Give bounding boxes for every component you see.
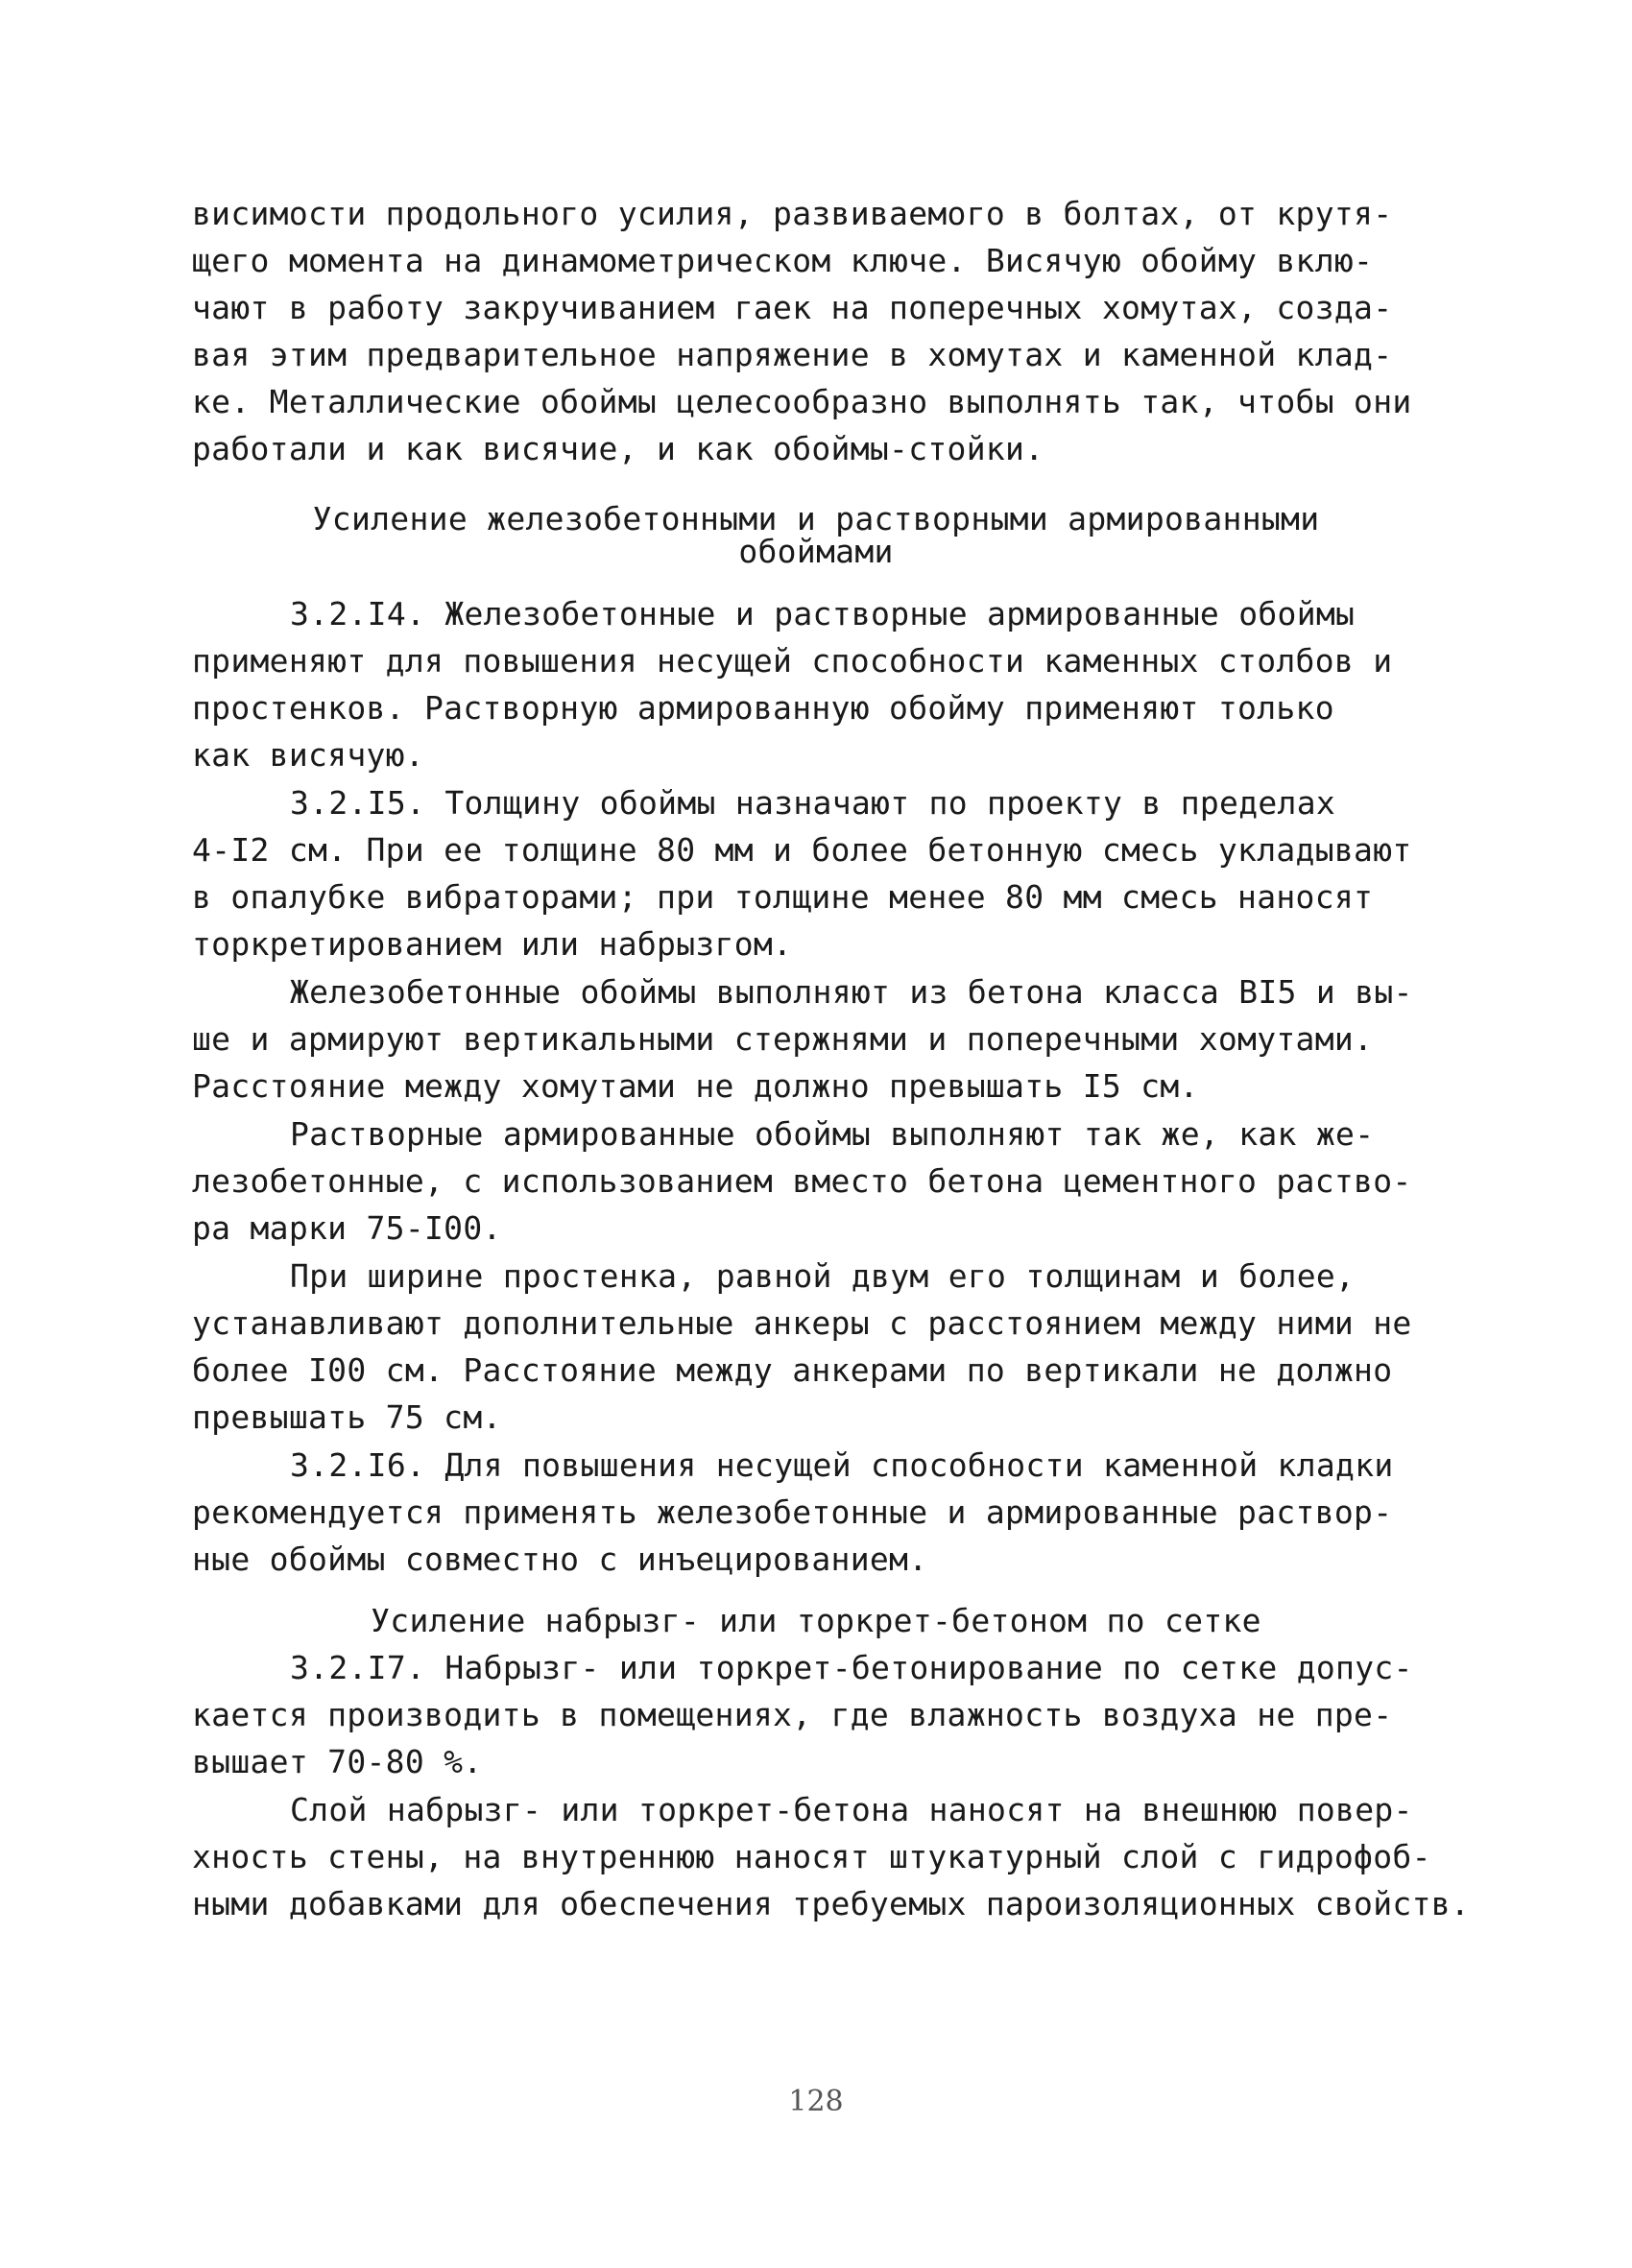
paragraph-anchors-line: устанавливают дополнительные анкеры с расстоянием между ними не [192, 1304, 1412, 1342]
text-line: работали и как висячие, и как обоймы-стойки. [192, 430, 1044, 467]
paragraph-layer-line: ными добавками для обеспечения требуемых пароизоляционных свойств. [192, 1885, 1471, 1922]
paragraph-anchors-line: более I00 см. Расстояние между анкерами по вертикали не должно [192, 1351, 1393, 1389]
section-heading: Усиление набрызг- или торкрет-бетоном по сетке [371, 1602, 1261, 1639]
paragraph-3-2-16-line: ные обоймы совместно с инъецированием. [192, 1540, 928, 1578]
text-line: ке. Металлические обоймы целесообразно выполнять так, чтобы они [192, 383, 1412, 420]
paragraph-concrete-line: ше и армируют вертикальными стержнями и поперечными хомутами. [192, 1020, 1374, 1058]
paragraph-3-2-15-line: в опалубке вибраторами; при толщине менее 80 мм смесь наносят [192, 878, 1374, 916]
paragraph-mortar-line: Растворные армированные обоймы выполняют так же, как же- [290, 1115, 1375, 1153]
paragraph-3-2-16-line: рекомендуется применять железобетонные и армированные раствор- [192, 1493, 1393, 1531]
section-heading: Усиление железобетонными и растворными армированными [312, 500, 1320, 537]
paragraph-3-2-14-line: простенков. Растворную армированную обойму применяют только [192, 689, 1334, 727]
paragraph-3-2-17-line: 3.2.I7. Набрызг- или торкрет-бетонирование по сетке допус- [290, 1649, 1413, 1686]
page-number: 128 [788, 2085, 844, 2118]
paragraph-mortar-line: ра марки 75-I00. [192, 1209, 502, 1247]
paragraph-3-2-15-line: торкретированием или набрызгом. [192, 925, 793, 963]
paragraph-anchors-line: При ширине простенка, равной двум его толщинам и более, [290, 1257, 1356, 1295]
text-line: чают в работу закручиванием гаек на поперечных хомутах, созда- [192, 289, 1393, 326]
text-line: висимости продольного усилия, развиваемого в болтах, от крутя- [192, 195, 1393, 232]
section-heading: обоймами [738, 533, 894, 570]
paragraph-3-2-15-line: 4-I2 см. При ее толщине 80 мм и более бетонную смесь укладывают [192, 831, 1412, 869]
paragraph-3-2-14-line: применяют для повышения несущей способности каменных столбов и [192, 642, 1393, 680]
text-line: вая этим предварительное напряжение в хомутах и каменной клад- [192, 336, 1393, 373]
paragraph-3-2-16-line: 3.2.I6. Для повышения несущей способности каменной кладки [290, 1446, 1394, 1484]
paragraph-3-2-17-line: кается производить в помещениях, где влажность воздуха не пре- [192, 1696, 1393, 1733]
text-line: щего момента на динамометрическом ключе. Висячую обойму вклю- [192, 242, 1374, 279]
paragraph-layer-line: хность стены, на внутреннюю наносят штукатурный слой с гидрофоб- [192, 1838, 1431, 1875]
paragraph-3-2-14-line: 3.2.I4. Железобетонные и растворные армированные обоймы [290, 595, 1356, 633]
paragraph-anchors-line: превышать 75 см. [192, 1398, 502, 1436]
paragraph-mortar-line: лезобетонные, с использованием вместо бетона цементного раство- [192, 1162, 1412, 1200]
paragraph-concrete-line: Расстояние между хомутами не должно превышать I5 см. [192, 1067, 1199, 1105]
paragraph-3-2-17-line: вышает 70-80 %. [192, 1743, 483, 1780]
paragraph-layer-line: Слой набрызг- или торкрет-бетона наносят на внешнюю повер- [290, 1791, 1413, 1828]
paragraph-3-2-15-line: 3.2.I5. Толщину обоймы назначают по проекту в пределах [290, 784, 1336, 822]
paragraph-3-2-14-line: как висячую. [192, 736, 425, 774]
paragraph-concrete-line: Железобетонные обоймы выполняют из бетона класса BI5 и вы- [290, 973, 1413, 1011]
